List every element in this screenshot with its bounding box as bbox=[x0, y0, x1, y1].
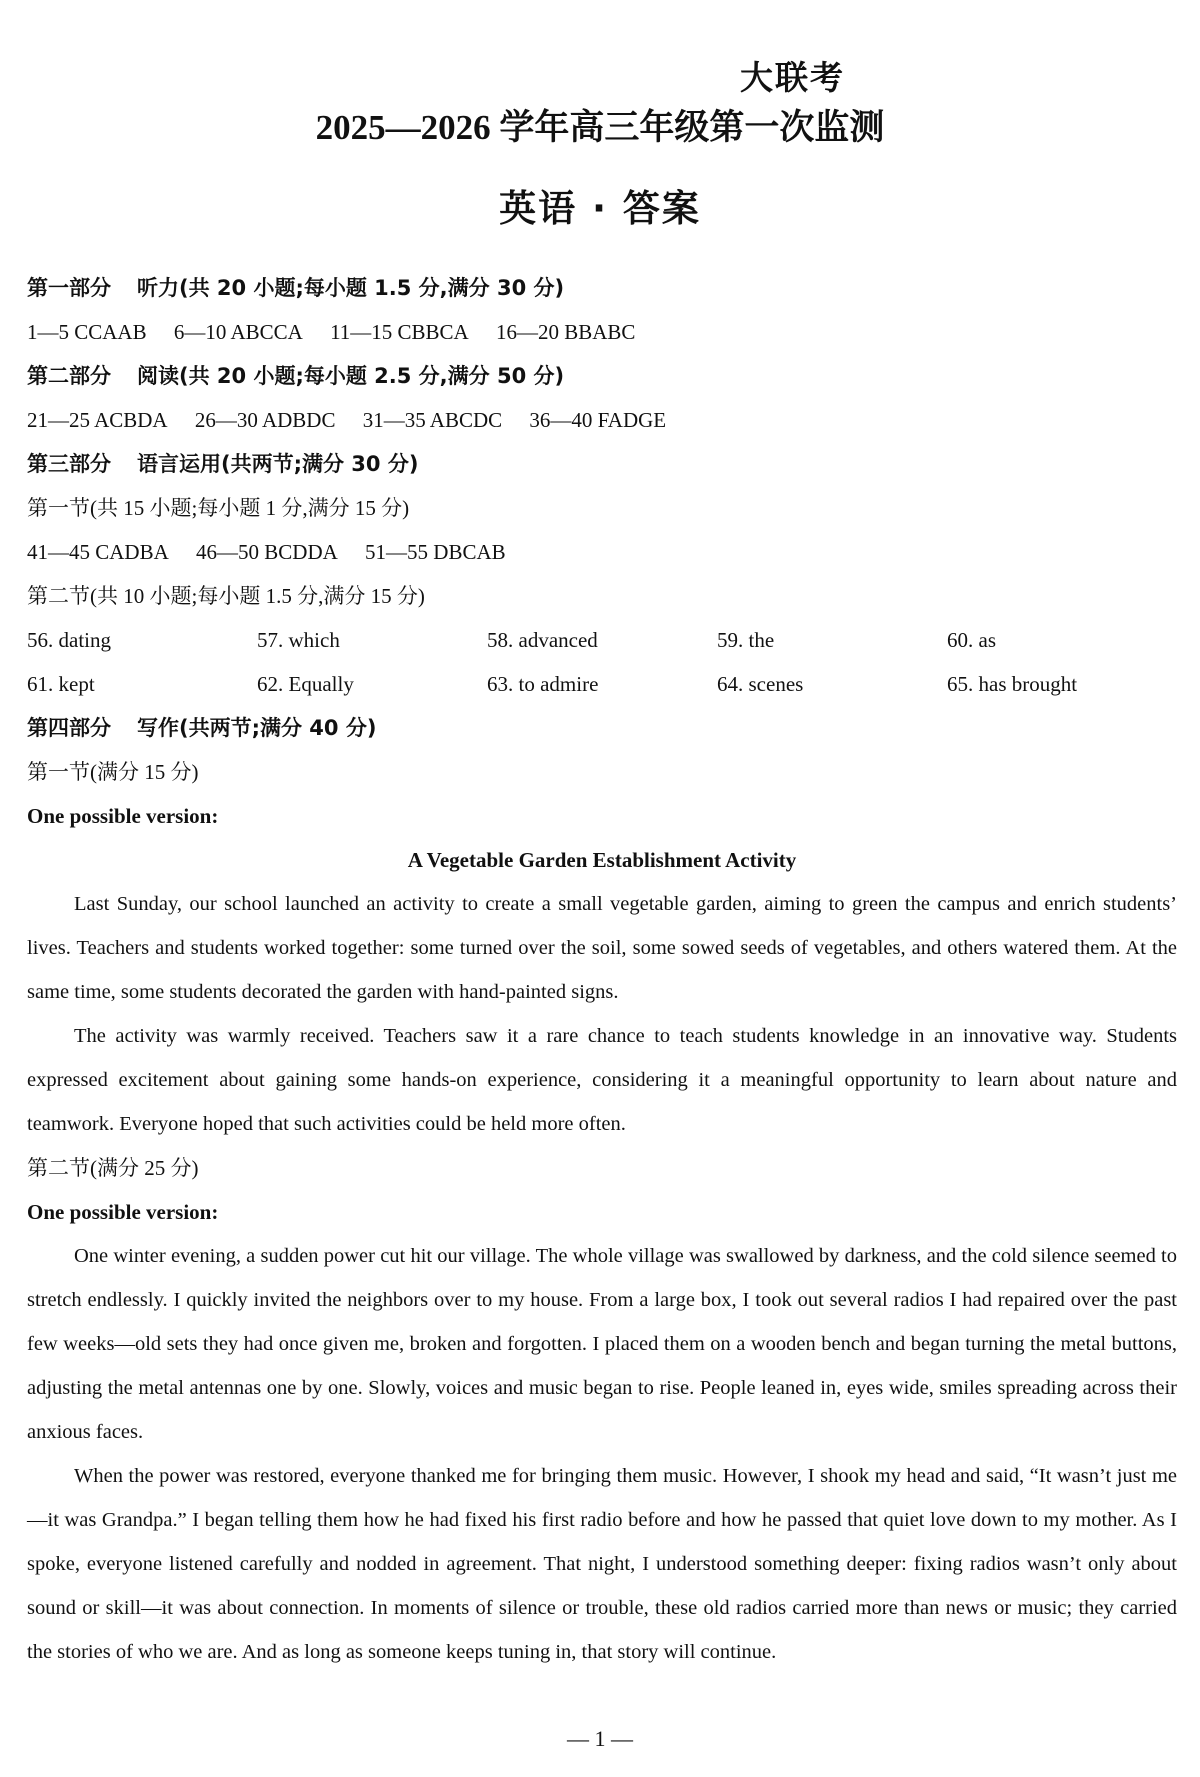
part1-desc: 听力(共 20 小题;每小题 1.5 分,满分 30 分) bbox=[137, 276, 565, 300]
answer-content bbox=[27, 266, 1177, 1674]
fill-in-answer: 57. which bbox=[257, 628, 340, 652]
exam-title: 2025—2026 学年高三年级第一次监测 bbox=[315, 108, 885, 147]
part2-answers bbox=[27, 398, 1177, 442]
part2-heading bbox=[27, 354, 1177, 398]
version-label: One possible version: bbox=[27, 1200, 219, 1224]
part3-section1-answers bbox=[27, 530, 1177, 574]
fill-in-answer: 64. scenes bbox=[717, 672, 804, 696]
answer-group: 51—55 DBCAB bbox=[365, 540, 506, 564]
part1-heading bbox=[27, 266, 1177, 310]
part1-answers bbox=[27, 310, 1177, 354]
part4-section2-title: 第二节(满分 25 分) bbox=[27, 1156, 199, 1180]
part1-title: 第一部分 bbox=[27, 276, 111, 300]
brand-label: 大联考 bbox=[740, 58, 845, 97]
part3-section1-title: 第一节(共 15 小题;每小题 1 分,满分 15 分) bbox=[27, 496, 410, 520]
part3-heading bbox=[27, 442, 1177, 486]
fill-in-row bbox=[27, 618, 1177, 662]
exam-subject: 英语 · 答案 bbox=[499, 187, 701, 230]
fill-in-answer: 63. to admire bbox=[487, 672, 599, 696]
fill-in-answer: 61. kept bbox=[27, 672, 95, 696]
part4-heading bbox=[27, 706, 1177, 750]
part4-title: 第四部分 bbox=[27, 716, 111, 740]
answer-group: 31—35 ABCDC bbox=[362, 408, 503, 432]
answer-group: 41—45 CADBA bbox=[27, 540, 169, 564]
essay-title: A Vegetable Garden Establishment Activity bbox=[407, 848, 797, 872]
part2-desc: 阅读(共 20 小题;每小题 2.5 分,满分 50 分) bbox=[137, 364, 565, 388]
answer-group: 26—30 ADBDC bbox=[194, 408, 336, 432]
part3-desc: 语言运用(共两节;满分 30 分) bbox=[137, 452, 419, 476]
answer-group: 11—15 CBBCA bbox=[330, 320, 469, 344]
answer-group: 46—50 BCDDA bbox=[196, 540, 338, 564]
fill-in-answer: 58. advanced bbox=[487, 628, 598, 652]
fill-in-row bbox=[27, 662, 1177, 706]
essay-paragraph: Last Sunday, our school launched an activity to create a small vegetable garden, aiming to green the campus and enrich students’ lives. Teachers and students worked together: some turned over the soil, some sowed seeds of vegetables, and others watered them. At the same time, some students decorated the garden with hand-painted signs. bbox=[27, 893, 1177, 1003]
part3-title: 第三部分 bbox=[27, 452, 111, 476]
fill-in-answer: 59. the bbox=[717, 628, 775, 652]
essay-paragraph: One winter evening, a sudden power cut hit our village. The whole village was swallowed by darkness, and the cold silence seemed to stretch endlessly. I quickly invited the neighbors over to my house. From a large box, I took out several radios I had repaired over the past few weeks—old sets they had once given me, broken and forgotten. I placed them on a wooden bench and began turning the metal buttons, adjusting the metal antennas one by one. Slowly, voices and music began to rise. People leaned in, eyes wide, smiles spreading across their anxious faces. bbox=[27, 1245, 1177, 1443]
page-number: — 1 — bbox=[567, 1726, 633, 1751]
part4-desc: 写作(共两节;满分 40 分) bbox=[137, 716, 377, 740]
essay-paragraph: The activity was warmly received. Teachers saw it a rare chance to teach students knowledge in an innovative way. Students expressed excitement about gaining some hands-on experience, considering it a meaningful opportunity to learn about nature and teamwork. Everyone hoped that such activities could be held more often. bbox=[27, 1025, 1177, 1135]
fill-in-answer: 56. dating bbox=[27, 628, 111, 652]
answer-group: 21—25 ACBDA bbox=[27, 408, 168, 432]
essay-paragraph: When the power was restored, everyone thanked me for bringing them music. However, I shook my head and said, “It wasn’t just me—it was Grandpa.” I began telling them how he had fixed his first radio before and how he passed that quiet love down to my mother. As I spoke, everyone listened carefully and nodded in agreement. That night, I understood something deeper: fixing radios wasn’t only about sound or skill—it was about connection. In moments of silence or trouble, these old radios carried more than news or music; they carried the stories of who we are. And as long as someone keeps tuning in, that story will continue. bbox=[27, 1465, 1177, 1663]
part2-title: 第二部分 bbox=[27, 364, 111, 388]
answer-group: 1—5 CCAAB bbox=[27, 320, 147, 344]
fill-in-answer: 65. has brought bbox=[947, 672, 1078, 696]
answer-group: 6—10 ABCCA bbox=[173, 320, 303, 344]
part3-section2-title: 第二节(共 10 小题;每小题 1.5 分,满分 15 分) bbox=[27, 584, 425, 608]
answer-group: 36—40 FADGE bbox=[529, 408, 667, 432]
fill-in-answer: 62. Equally bbox=[257, 672, 354, 696]
part4-section1-title: 第一节(满分 15 分) bbox=[27, 760, 199, 784]
fill-in-answer: 60. as bbox=[947, 628, 996, 652]
answer-group: 16—20 BBABC bbox=[495, 320, 636, 344]
version-label: One possible version: bbox=[27, 804, 219, 828]
